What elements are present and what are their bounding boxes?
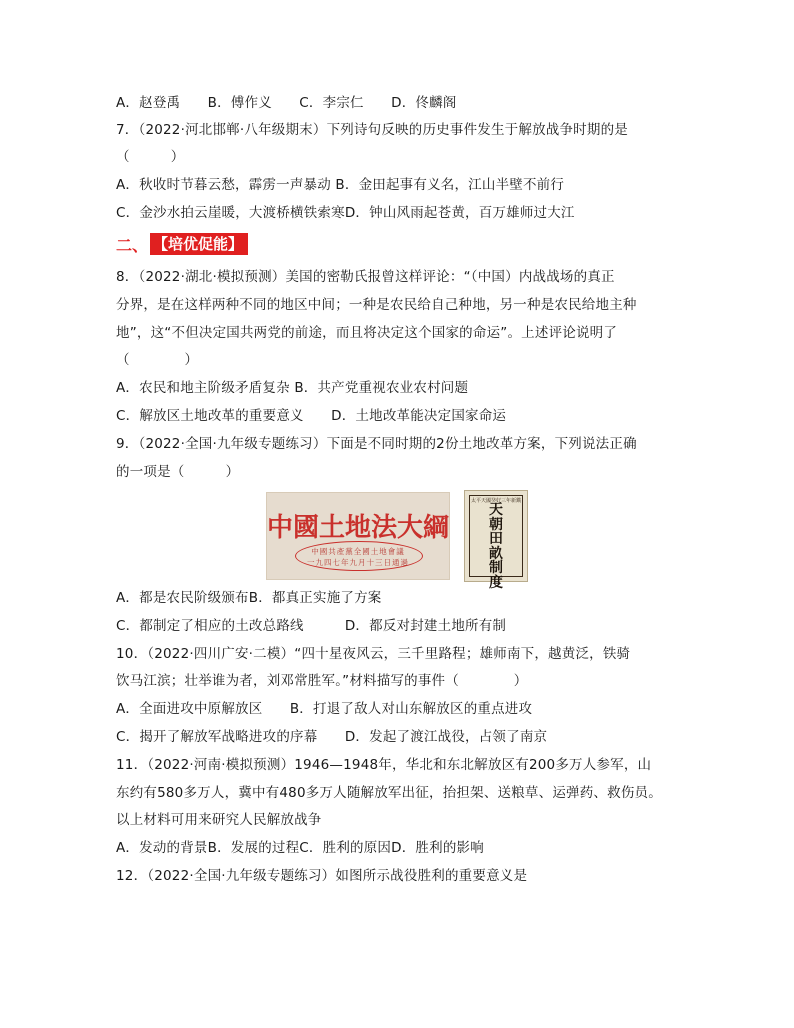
q7-options-cd: C．金沙水拍云崖暖，大渡桥横铁索寒D．钟山风雨起苍黄，百万雄师过大江 (116, 205, 575, 221)
q11-options: A．发动的背景B．发展的过程C．胜利的原因D．胜利的影响 (116, 840, 484, 856)
section-title: 【培优促能】 (150, 233, 248, 255)
q7-options-ab: A．秋收时节暮云愁，霹雳一声暴动 B．金田起事有义名，江山半壁不前行 (116, 177, 565, 193)
book-title-char: 天 (489, 502, 503, 518)
section-heading (116, 233, 248, 255)
q8-options-cd: C．解放区土地改革的重要意义 D．土地改革能决定国家命运 (116, 408, 507, 424)
land-law-caption-2: 一九四七年九月十三日通過 (307, 558, 409, 567)
q7-stem-line1: 7．（2022·河北邯郸·八年级期末）下列诗句反映的历史事件发生于解放战争时期的是 (116, 122, 628, 138)
q6-options: A．赵登禹 B．傅作义 C．李宗仁 D．佟麟阁 (116, 95, 457, 111)
q9-stem-line1: 9．（2022·全国·九年级专题练习）下面是不同时期的2份土地改革方案，下列说法正确 (116, 436, 637, 452)
q8-options-ab: A．农民和地主阶级矛盾复杂 B．共产党重视农业农村问题 (116, 380, 469, 396)
q11-stem-line2: 东约有580多万人，冀中有480多万人随解放军出征，抬担架、送粮草、运弹药、救伤员。 (116, 785, 662, 801)
book-title-char: 度 (489, 574, 503, 591)
heavenly-land-system-image (464, 490, 528, 591)
q9-options-cd: C．都制定了相应的土改总路线 D．都反对封建土地所有制 (116, 618, 507, 634)
q10-stem-line2: 饮马江滨；壮举谁为者，刘邓常胜军。”材料描写的事件（ ） (116, 673, 528, 689)
q8-answer-blank: （ ） (116, 352, 199, 368)
q11-stem-line1: 11．（2022·河南·模拟预测）1946—1948年，华北和东北解放区有200多万人参军，山 (116, 757, 652, 773)
book-title-char: 畝 (489, 545, 503, 562)
land-law-caption-1: 中國共產黨全國土地會議 (311, 547, 405, 556)
q7-answer-blank: （ ） (116, 149, 185, 165)
book-title-char: 朝 (489, 516, 503, 533)
book-header: 太平天國癸好三年新鐫 (470, 498, 521, 504)
q12-stem-line1: 12．（2022·全国·九年级专题练习）如图所示战役胜利的重要意义是 (116, 868, 528, 884)
q9-options-ab: A．都是农民阶级颁布B．都真正实施了方案 (116, 590, 382, 606)
q9-stem-line2: 的一项是（ ） (116, 464, 240, 480)
q10-stem-line1: 10．（2022·四川广安·二模）“四十星夜风云，三千里路程；雄师南下，越黄泛，铁骑 (116, 646, 631, 662)
q10-options-ab: A．全面进攻中原解放区 B．打退了敌人对山东解放区的重点进攻 (116, 701, 533, 717)
q10-options-cd: C．揭开了解放军战略进攻的序幕 D．发起了渡江战役，占领了南京 (116, 729, 548, 745)
q8-stem-line2: 分界，是在这样两种不同的地区中间；一种是农民给自己种地，另一种是农民给地主种 (116, 297, 637, 313)
section-number: 二、 (116, 235, 149, 255)
q11-stem-line3: 以上材料可用来研究人民解放战争 (116, 812, 322, 828)
book-title-char: 制 (489, 560, 503, 576)
book-title-char: 田 (489, 531, 503, 547)
q8-stem-line3: 地”，这“不但决定国共两党的前途，而且将决定这个国家的命运”。上述评论说明了 (116, 325, 618, 341)
land-law-title: 中國土地法大綱 (267, 513, 450, 543)
book-title-vertical (465, 503, 527, 590)
land-law-outline-image (266, 492, 450, 580)
q8-stem-line1: 8．（2022·湖北·模拟预测）美国的密勒氏报曾这样评论：“（中国）内战战场的真正 (116, 269, 615, 285)
